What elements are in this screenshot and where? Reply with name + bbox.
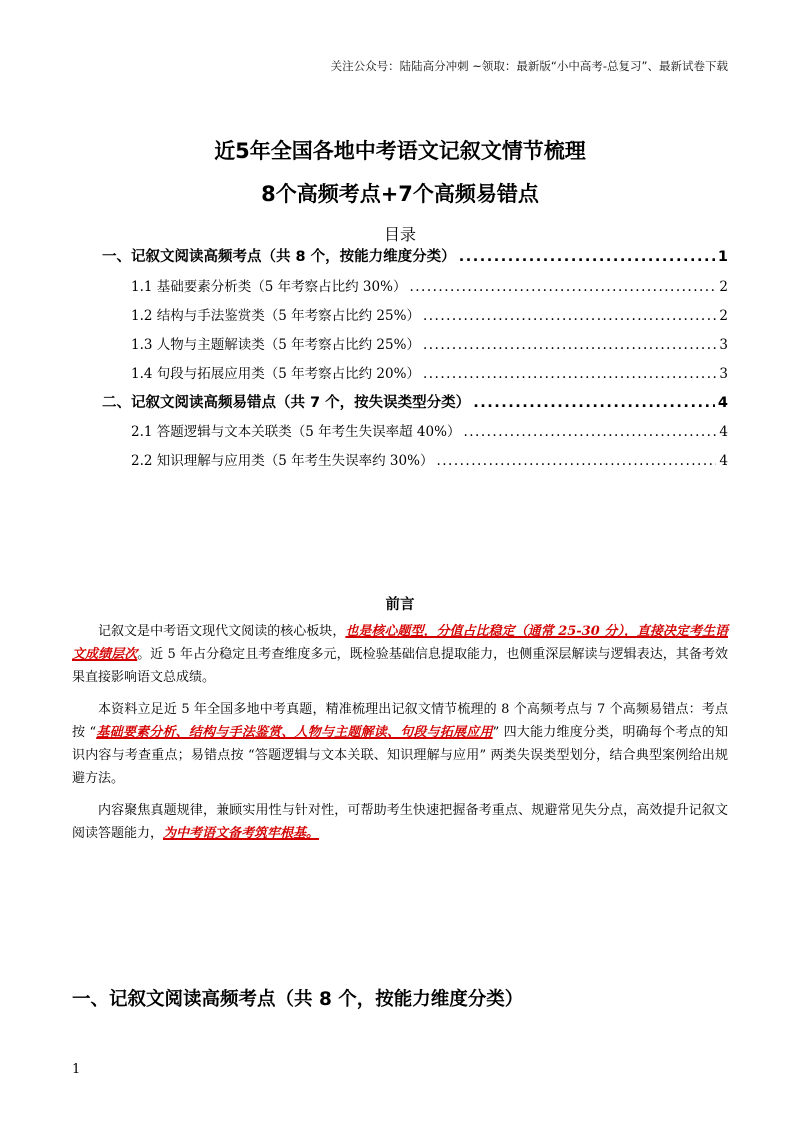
- toc-entry-text: 1.2 结构与手法鉴赏类（5 年考察占比约 25%）: [131, 308, 420, 324]
- header-note: 关注公众号：陆陆高分冲刺 ~领取：最新版“小中高考-总复习”、最新试卷下载: [330, 59, 728, 73]
- toc-entry-page: 2: [719, 279, 728, 295]
- toc-leader-dots: [473, 395, 715, 411]
- toc-entry-section-2[interactable]: [102, 391, 728, 412]
- preface-paragraph-3: [72, 799, 728, 845]
- preface-paragraph-2: [72, 698, 728, 790]
- toc-entry-1-2[interactable]: [131, 304, 728, 324]
- paragraph-text: 内容聚焦真题规律，兼顾实用性与针对性，可帮助考生快速把握备考重点、规避常见失分点，高效提升记叙文阅读答题能力，: [72, 803, 728, 841]
- toc-entry-text: 2.1 答题逻辑与文本关联类（5 年考生失误率超 40%）: [131, 424, 461, 440]
- toc-leader-dots: [463, 424, 716, 440]
- page-number: 1: [72, 1062, 81, 1077]
- paragraph-text: 本资料立足近 5 年全国多地中考真题，精准梳理出记叙文情节梳理的 8 个高频考点与 7 个高频易错点：考点按 “: [72, 702, 728, 740]
- preface-paragraph-1: [72, 620, 728, 689]
- toc-leader-dots: [436, 453, 716, 469]
- toc-entry-2-1[interactable]: [131, 420, 728, 440]
- toc-entry-text: 1.1 基础要素分析类（5 年考察占比约 30%）: [131, 279, 407, 295]
- toc-leader-dots: [423, 308, 716, 324]
- preface-title: 前言: [385, 597, 415, 613]
- toc-entry-1-4[interactable]: [131, 362, 728, 382]
- toc-entry-text: 二、记叙文阅读高频易错点（共 7 个，按失误类型分类）: [102, 395, 471, 411]
- toc-entry-page: 4: [719, 424, 728, 440]
- toc-entry-text: 2.2 知识理解与应用类（5 年考生失误率约 30%）: [131, 453, 434, 469]
- highlighted-text: 基础要素分析、结构与手法鉴赏、人物与主题解读、句段与拓展应用: [96, 725, 493, 740]
- document-title: 近5年全国各地中考语文记叙文情节梳理: [214, 139, 586, 163]
- toc-leader-dots: [423, 337, 716, 353]
- paragraph-text: 。近 5 年占分稳定且考查维度多元，既检验基础信息提取能力，也侧重深层解读与逻辑表达，其备考效果直接影响语文总成绩。: [72, 647, 728, 685]
- toc-entry-page: 4: [717, 395, 728, 411]
- toc-entry-page: 1: [717, 249, 728, 265]
- toc-entry-page: 3: [719, 337, 728, 353]
- toc-leader-dots: [409, 279, 716, 295]
- toc-entry-page: 4: [719, 453, 728, 469]
- toc-entry-text: 1.3 人物与主题解读类（5 年考察占比约 25%）: [131, 337, 420, 353]
- toc-entry-1-1[interactable]: [131, 275, 728, 295]
- toc-entry-2-2[interactable]: [131, 449, 728, 469]
- section-heading: 一、记叙文阅读高频考点（共 8 个，按能力维度分类）: [72, 989, 524, 1010]
- preface-body: [72, 620, 728, 854]
- toc-entry-1-3[interactable]: [131, 333, 728, 353]
- toc-heading: 目录: [383, 225, 416, 244]
- highlighted-text: 为中考语文备考筑牢根基。: [163, 826, 320, 841]
- toc-entry-section-1[interactable]: [102, 245, 728, 266]
- paragraph-text: 记叙文是中考语文现代文阅读的核心板块，: [98, 624, 346, 639]
- toc-entry-page: 3: [719, 366, 728, 382]
- toc-leader-dots: [423, 366, 716, 382]
- toc-entry-text: 1.4 句段与拓展应用类（5 年考察占比约 20%）: [131, 366, 420, 382]
- toc-leader-dots: [459, 249, 715, 265]
- toc-entry-page: 2: [719, 308, 728, 324]
- toc-entry-text: 一、记叙文阅读高频考点（共 8 个，按能力维度分类）: [102, 249, 456, 265]
- highlighted-text: 也是核心题型，分值占比稳定（通常 25-30 分），直接决定考生语文成绩层次: [72, 624, 728, 662]
- document-subtitle: 8个高频考点+7个高频易错点: [261, 182, 539, 206]
- paragraph-text: ” 四大能力维度分类，明确每个考点的知识内容与考查重点；易错点按 “答题逻辑与文本关联、知识理解与应用” 两类失误类型划分，结合典型案例给出规避方法。: [72, 725, 728, 786]
